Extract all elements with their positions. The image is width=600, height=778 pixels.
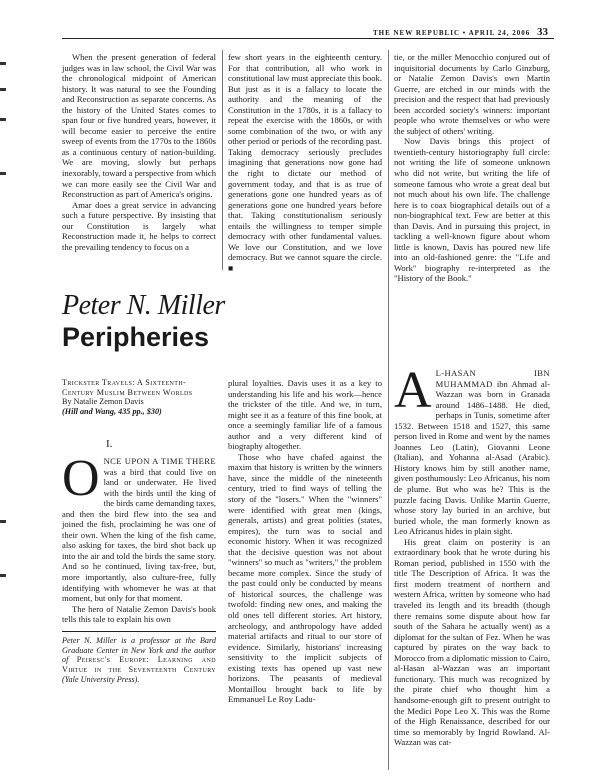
article-column-1 — [62, 450, 216, 685]
drop-cap: O — [62, 450, 100, 507]
bio-book-title: Peiresc's Europe: Learning and Virtue in the Seventeenth Century — [62, 655, 216, 675]
issue-date: APRIL 24, 2006 — [468, 29, 531, 37]
drop-cap: A — [394, 362, 432, 419]
paragraph: Those who have chafed against the maxim that history is written by the winners have, since the middle of the nineteenth century, tried to find ways of telling the story of the "losers." When the "winners" were identified with great men (kings, generals, artists) and great polities (states, empires), the turn was to social and economic history. When it was recognized that the decisive question was not about "winners" so much as "writers," the problem became more complex. Since the study of the past could only be conducted by means of historical sources, the challenge was twofold: finding new ones, and making the old ones tell different stories. Art history, archeology, and anthropology have added material artifacts and ritual to our store of evidence. Similarly, historians' increasing sensitivity to the implicit subjects of existing texts has opened up vast new horizons. The peasants of medieval Montaillou brought back to life by Emmanuel Le Roy Ladu- — [228, 451, 382, 705]
paragraph: When the present generation of federal judges was in law school, the Civil War was the chronological midpoint of American history. It was natural to see the Founding and Reconstruction as separate concerns. As the history of the United States comes to span four or five hundred years, however, it will become easier to perceive the entire sweep of events from the 1770s to the 1860s as a continuous century of nation-building. We are moving, slowly but perhaps inexorably, toward a perspective from which we can more easily see the Civil War and Reconstruction as part of America's origins. — [62, 52, 216, 200]
header-bullet: • — [462, 29, 467, 37]
scan-edge-mark — [0, 172, 6, 175]
paragraph: Now Davis brings this project of twentieth-century historiography full circle: not writing the life of someone unknown who did not write, but writing the life of someone famous who wrote a great deal but not much about his own life. The challenge here is to coax biographical details out of a non-biographical text. Few are better at this than Davis. And in pursuing this project, in tackling a well-known figure about whom little is known, Davis has poured new life into an old-fashioned genre: the "Life and Work" biography re-interpreted as the "History of the Book." — [394, 136, 550, 284]
paragraph: plural loyalties. Davis uses it as a key to understanding his life and his work—hence the trickster of the title. And we, in turn, might see it as a feature of this fine book, at once a seemingly familiar life of a famous author and a very different kind of biography altogether. — [228, 378, 382, 452]
running-header — [373, 26, 548, 38]
lead-paragraph: A L-HASAN IBN MUHAMMAD ibn Ahmad al-Wazzan was born in Granada around 1486–1488. He died, perhaps in Tunis, sometime after 1532. Between 1518 and 1527, this same person lived in Rome and went by the names Joannes Leo (Latin), Giovanni Leone (Italian), and Yohanna al-Asad (Arabic). History knows him by still another name, given posthumously: Leo Africanus, his nom de plume. But who was he? This is the puzzle facing Davis. Unlike Martin Guerre, whose story lay buried in an archive, but buried whole, the man formerly known as Leo Africanus hides in plain sight. — [394, 362, 550, 537]
paragraph: His great claim on posterity is an extraordinary book that he wrote during his Roman period, published in 1550 with the title The Description of Africa. It was the first modern treatment of northern and western Africa, written by someone who had traveled its length and its breadth (though there remains some dispute about how far south of the Sahara he actually went) as a diplomat for the sultan of Fez. When he was captured by pirates on the way back to Morocco from a diplomatic mission to Cairo, al-Hasan al-Wazzan was an important functionary. This much was recognized by the pirate chief who thought him a handsome-enough gift to present outright to the Medici Pope Leo X. This was the Rome of the High Renaissance, described for our time so memorably by Ingrid Rowland. Al-Wazzan was cat- — [394, 536, 550, 748]
book-publisher: (Hill and Wang, 435 pp., $30) — [62, 406, 162, 416]
lead-paragraph: ONCE UPON A TIME THERE was a bird that could live on land or underwater. He lived with the birds until the king of the birds came demanding taxes, and then the bird flew into the sea and joined the fish, proclaiming he was one of their own. When the king of the fish came, also asking for taxes, the bird shot back up into the air and told the birds the same story. And so he continued, living tax-free, but, more importantly, also culture-free, fully identifying with whomever he was at that moment, but only for that moment. — [62, 450, 216, 604]
column-divider — [222, 50, 223, 270]
book-title: Trickster Travels: A Sixteenth-Century Muslim Between Worlds — [62, 378, 193, 397]
end-mark: ■ — [228, 262, 234, 273]
scan-edge-mark — [0, 574, 6, 577]
column-divider — [388, 50, 389, 770]
top-column-3 — [394, 52, 550, 284]
page-number: 33 — [537, 26, 548, 38]
section-numeral: I. — [106, 438, 113, 450]
author-bio: Peter N. Miller is a professor at the Bard Graduate Center in New York and the author of Peiresc's Europe: Learning and Virtue in the Seventeenth Century (Yale University Press). — [62, 635, 216, 684]
bio-rule — [62, 631, 216, 632]
publication-name: THE NEW REPUBLIC — [372, 29, 461, 37]
article-column-2 — [228, 378, 382, 705]
scan-edge-mark — [0, 62, 6, 65]
paragraph: Amar does a great service in advancing such a future perspective. By insisting that our Constitution is largely what Reconstruction made it, he helps to correct the prevailing tendency to focus on a — [62, 199, 216, 252]
paragraph: tie, or the miller Menocchio conjured out of inquisitorial documents by Carlo Ginzburg, or Natalie Zemon Davis's own Martin Guerre, are etched in our minds with the precision and the respect that had previously been accorded society's winners: important people who wrote themselves or who were the subject of others' writing. — [394, 52, 550, 136]
scan-edge-mark — [0, 520, 6, 523]
scan-edge-mark — [0, 88, 6, 91]
article-column-3 — [394, 362, 550, 748]
paragraph: few short years in the eighteenth century. For that contribution, all who work in constitutional law must appreciate this book. But just as it is a fallacy to locate the authority and the meaning of the Constitution in the 1780s, it is a fallacy to repeat the exercise with the 1860s, or with some combination of the two, or with any other period or periods of the recording past. Taking democracy seriously precludes imagining that generations now gone had the right to dictate our method of government today, and that is as true of generations gone one hundred years as of generations gone one hundred years before that. Taking constitutionalism seriously entails the willingness to temper simple democracy with other fundamental values. We love our Constitution, and we love democracy. But we cannot square the circle. ■ — [228, 52, 382, 273]
book-author: By Natalie Zemon Davis — [62, 397, 144, 407]
top-column-1 — [62, 52, 216, 252]
top-column-2 — [228, 52, 382, 273]
scan-edge-mark — [0, 118, 6, 121]
paragraph: The hero of Natalie Zemon Davis's book tells this tale to explain his own — [62, 603, 216, 625]
book-info — [62, 378, 214, 416]
author-byline: Peter N. Miller — [62, 290, 225, 321]
header-rule — [62, 38, 554, 39]
article-title: Peripheries — [62, 322, 210, 352]
